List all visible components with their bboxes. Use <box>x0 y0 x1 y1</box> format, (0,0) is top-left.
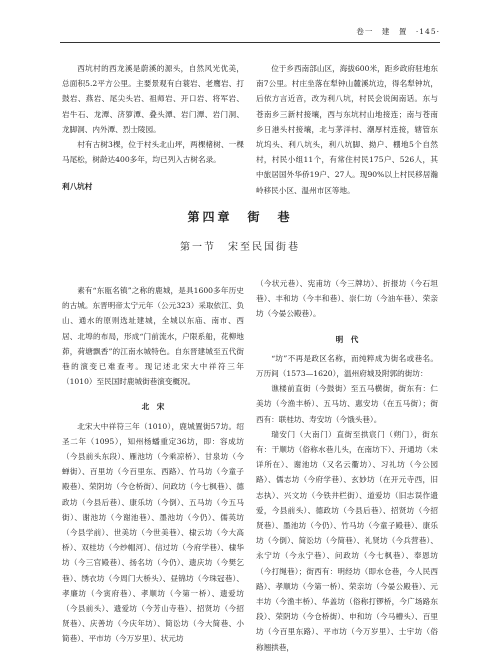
paragraph: （今状元巷）、宪甫坊（今三牌坊）、折报坊（今石坦巷）、丰和坊（今丰和巷）、崇仁坊（今油车巷）、荣亲坊（今晏公殿巷）。 <box>256 279 438 319</box>
village-heading: 利八坑村 <box>62 182 93 192</box>
paragraph: 村有古树3棵，位于村头北山坪，两棵楮树、一棵马尾松，树龄达400多年，均已列入古树名录。 <box>62 140 244 165</box>
paragraph: 西坑村的西龙溪是蔚溪的源头，自然风光优美，总面积5.2平方公里。主要景观有白蓑岩、老鹰岩、打鼓岩、燕岩、尾尖头岩、祖师岩、开口岩、将军岩、岩牛石、龙潭、济箩潭、叠头潭、岩门潭、岩门洞、龙脚洞、内外潭、烈士陵园。 <box>62 64 244 134</box>
period-heading: 明 代 <box>335 334 359 344</box>
bottom-left-column <box>62 283 244 647</box>
paragraph: 北宋大中祥符三年（1010），鹿城置街57坊。绍圣二年（1095），知州杨蟠重定36坊，即：容成坊（今县前头东段）、雁池坊（今乘凉桥）、甘泉坊（今蝉街）、百里坊（今百里东、西路）、竹马坊（今童子殿巷）、荣阴坊（今仓桥街）、问政坊（今七枫巷）、德政坊（今县后巷）、康乐坊（今倒）、五马坊（今五马街）、谢池坊（今谢池巷）、墨池坊（今仍）、儒英坊（今县学前）、世美坊（今世美巷）、棣云坊（今大高桥）、双桂坊（今纱帽河）、信过坊（今府学巷）、棣华坊（今三官殿巷）、扬名坊（今仍）、遗庆坊（今樊乞巷）、绣衣坊（今周门大桥头）、昼锦坊（今珠冠巷）、孝廉坊（今寅府巷）、孝顺坊（今第一桥）、遗爱坊（今县前头）、遗爱坊（今芳山寺巷）、招贤坊（今招贤巷）、庆善坊（今庆年坊）、简讼坊（今大简巷、小简巷）、平市坊（今万岁里）、状元坊 <box>62 421 244 644</box>
paragraph: 谯楼前直街（今鼓街）至五马横街，街东有：仁美坊（今渔丰桥）、五马坊、惠安坊（在五马街）；街西有：联桂坊、寿安坊（今饿头巷）。 <box>256 384 438 424</box>
period-heading: 北 宋 <box>141 402 165 412</box>
top-right-column <box>256 61 438 198</box>
paragraph: 瑞安门（大南门）直街至拱宸门（朔门），街东有：干顺坊（俗称水巷儿头，在南坊下）、开通坊（未详所在）、谢池坊（又名云衢坊）、习礼坊（今公园路）、儒志坊（今府学巷）、玄妙坊（在开元寺西，旧志执）、兴文坊（今铁井栏街）、道爱坊（旧志误作遗爱，今县前头）、德政坊（今县后巷）、招贤坊（今招贤巷）、墨池坊（今仍）、竹马坊（今童子殿巷）、康乐坊（今倒）、简讼坊（今简巷）、礼贤坊（今兵营巷）、永宁坊（今永宁巷）、问政坊（今七枫巷）、奉恩坊（今打绳巷）；街西有：明经坊（即水仓巷，今人民西路）、孝顺坊（今第一桥）、荣亲坊（今晏公殿巷）、元丰坊（今渔丰桥）、华盖坊（俗称打锣桥，今广场路东段）、荣阴坊（今仓桥街）、申和坊（今马槽头）、百里坊（今百里东路）、平市坊（今万岁里）、士宇坊（俗称翘拱巷， <box>256 429 438 652</box>
top-left-column <box>62 61 244 199</box>
bottom-right-column <box>256 276 438 655</box>
paragraph: 位于乡西南部山区，海拔600米，距乡政府驻地东南7公里。村庄坐落在犁钟山麓溪坑边，得名犁钟坑，后依方言近音，改为利八坑，村民会说闽南话。东与苍南乡三新村接壤，西与东坑村山地接连；南与苍南乡日港头村接壤，北与茅洋村、潮厚村连接，辖管东坑坞头、利八坑头，利八坑脚、拗户、棚地5个自然村，村民小组11个，有常住村民175户、526人，其中旅居国外华侨19户、27人。现90%以上村民移居瀚岭移民小区、温州市区等地。 <box>256 64 438 195</box>
paragraph: 素有“东瓯名镇”之称的鹿城，是具1600多年历史的古城。东晋明帝太宁元年（公元323）采取依江、负山、通水的原则选址建城，全城以东庙、南市、西居、北埠的布局，形成“门前流水，户限系船，花柳地茆，荷塘飘香”的江南水城特色。自东晋建城至五代街巷的演变已难查考。现记述北宋大中祥符三年（1010）至民国时鹿城街巷演变概况。 <box>62 286 244 387</box>
running-head: 卷一 建 置 ·145· <box>60 26 440 43</box>
chapter-title: 第四章 街 巷 <box>187 210 293 224</box>
paragraph: “坊”不再是政区名称，而纯粹成为街名或巷名。万历间（1573—1620），温州府城及附郭的街坊： <box>256 353 438 379</box>
section-title: 第一节 宋至民国街巷 <box>180 242 300 253</box>
